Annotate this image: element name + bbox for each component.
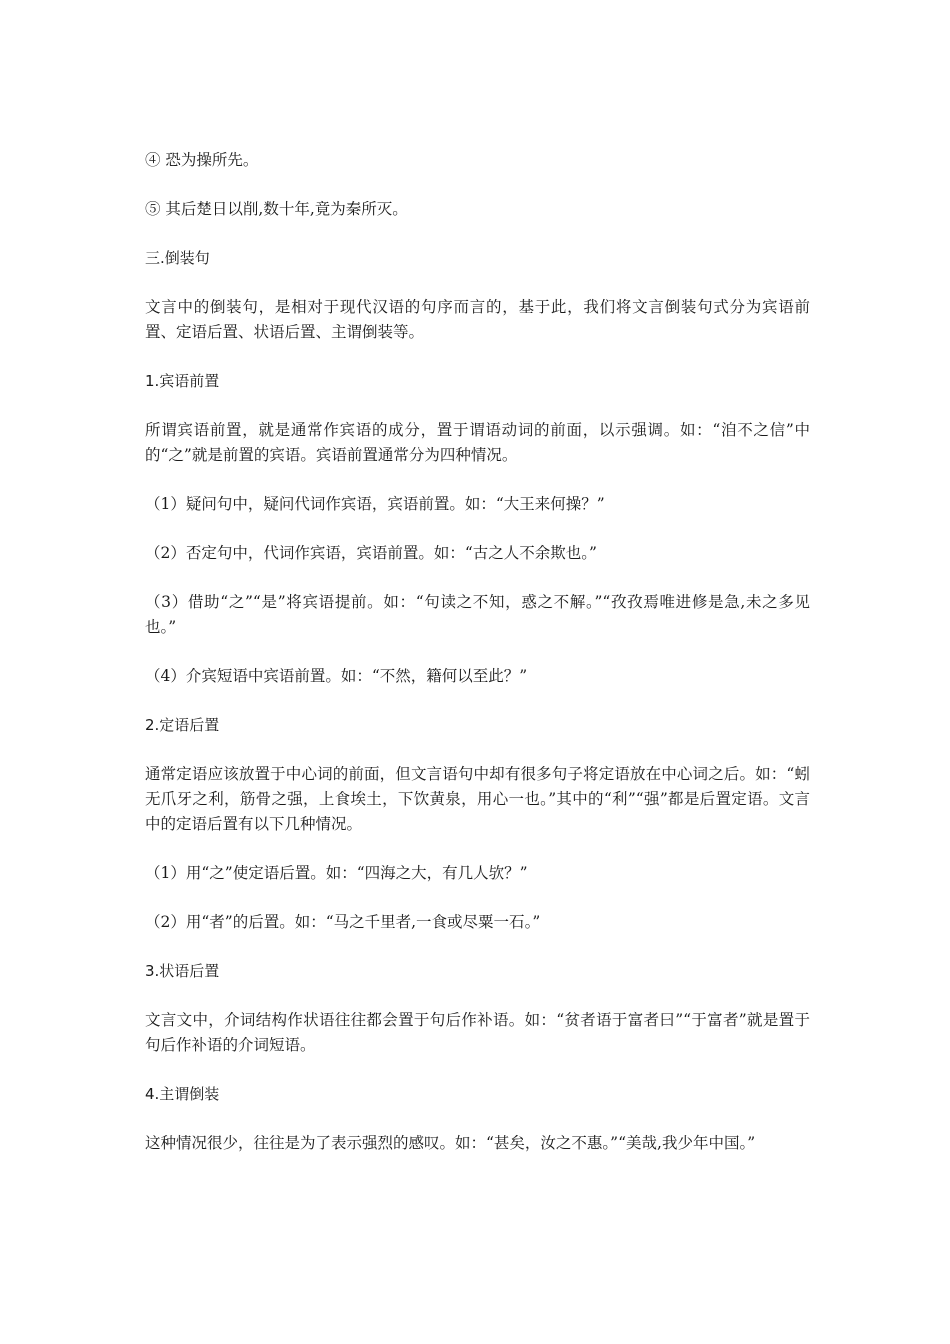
subsection-heading: 3.状语后置 bbox=[145, 962, 220, 980]
list-item: ④ 恐为操所先。 bbox=[145, 151, 259, 169]
list-item: ⑤ 其后楚日以削,数十年,竟为秦所灭。 bbox=[145, 200, 408, 218]
body-paragraph: 文言文中，介词结构作状语往往都会置于句后作补语。如：“贫者语于富者曰”“于富者”就是置于句后作补语的介词短语。 bbox=[145, 1011, 810, 1054]
subsection-heading: 2.定语后置 bbox=[145, 716, 220, 734]
body-paragraph: 通常定语应该放置于中心词的前面，但文言语句中却有很多句子将定语放在中心词之后。如：“蚓无爪牙之利，筋骨之强，上食埃土，下饮黄泉，用心一也。”其中的“利”“强”都是后置定语。文言中的定语后置有以下几种情况。 bbox=[145, 765, 810, 833]
list-item: （3）借助“之”“是”将宾语提前。如：“句读之不知，惑之不解。”“孜孜焉唯进修是急,未之多见也。” bbox=[145, 593, 810, 636]
section-heading: 三.倒装句 bbox=[145, 249, 210, 267]
body-paragraph: 文言中的倒装句，是相对于现代汉语的句序而言的，基于此，我们将文言倒装句式分为宾语前置、定语后置、状语后置、主谓倒装等。 bbox=[145, 298, 810, 341]
list-item: （1）用“之”使定语后置。如：“四海之大，有几人欤？” bbox=[145, 864, 528, 882]
list-item: （4）介宾短语中宾语前置。如：“不然，籍何以至此？” bbox=[145, 667, 528, 685]
list-item: （2）否定句中，代词作宾语，宾语前置。如：“古之人不余欺也。” bbox=[145, 544, 597, 562]
list-item: （1）疑问句中，疑问代词作宾语，宾语前置。如：“大王来何操？” bbox=[145, 495, 605, 513]
list-item: （2）用“者”的后置。如：“马之千里者,一食或尽粟一石。” bbox=[145, 913, 541, 931]
document-body bbox=[145, 148, 810, 1180]
subsection-heading: 1.宾语前置 bbox=[145, 372, 220, 390]
body-paragraph: 这种情况很少，往往是为了表示强烈的感叹。如：“甚矣，汝之不惠。”“美哉,我少年中国。” bbox=[145, 1134, 756, 1152]
body-paragraph: 所谓宾语前置，就是通常作宾语的成分，置于谓语动词的前面，以示强调。如：“洎不之信”中的“之”就是前置的宾语。宾语前置通常分为四种情况。 bbox=[145, 421, 810, 464]
subsection-heading: 4.主谓倒装 bbox=[145, 1085, 220, 1103]
